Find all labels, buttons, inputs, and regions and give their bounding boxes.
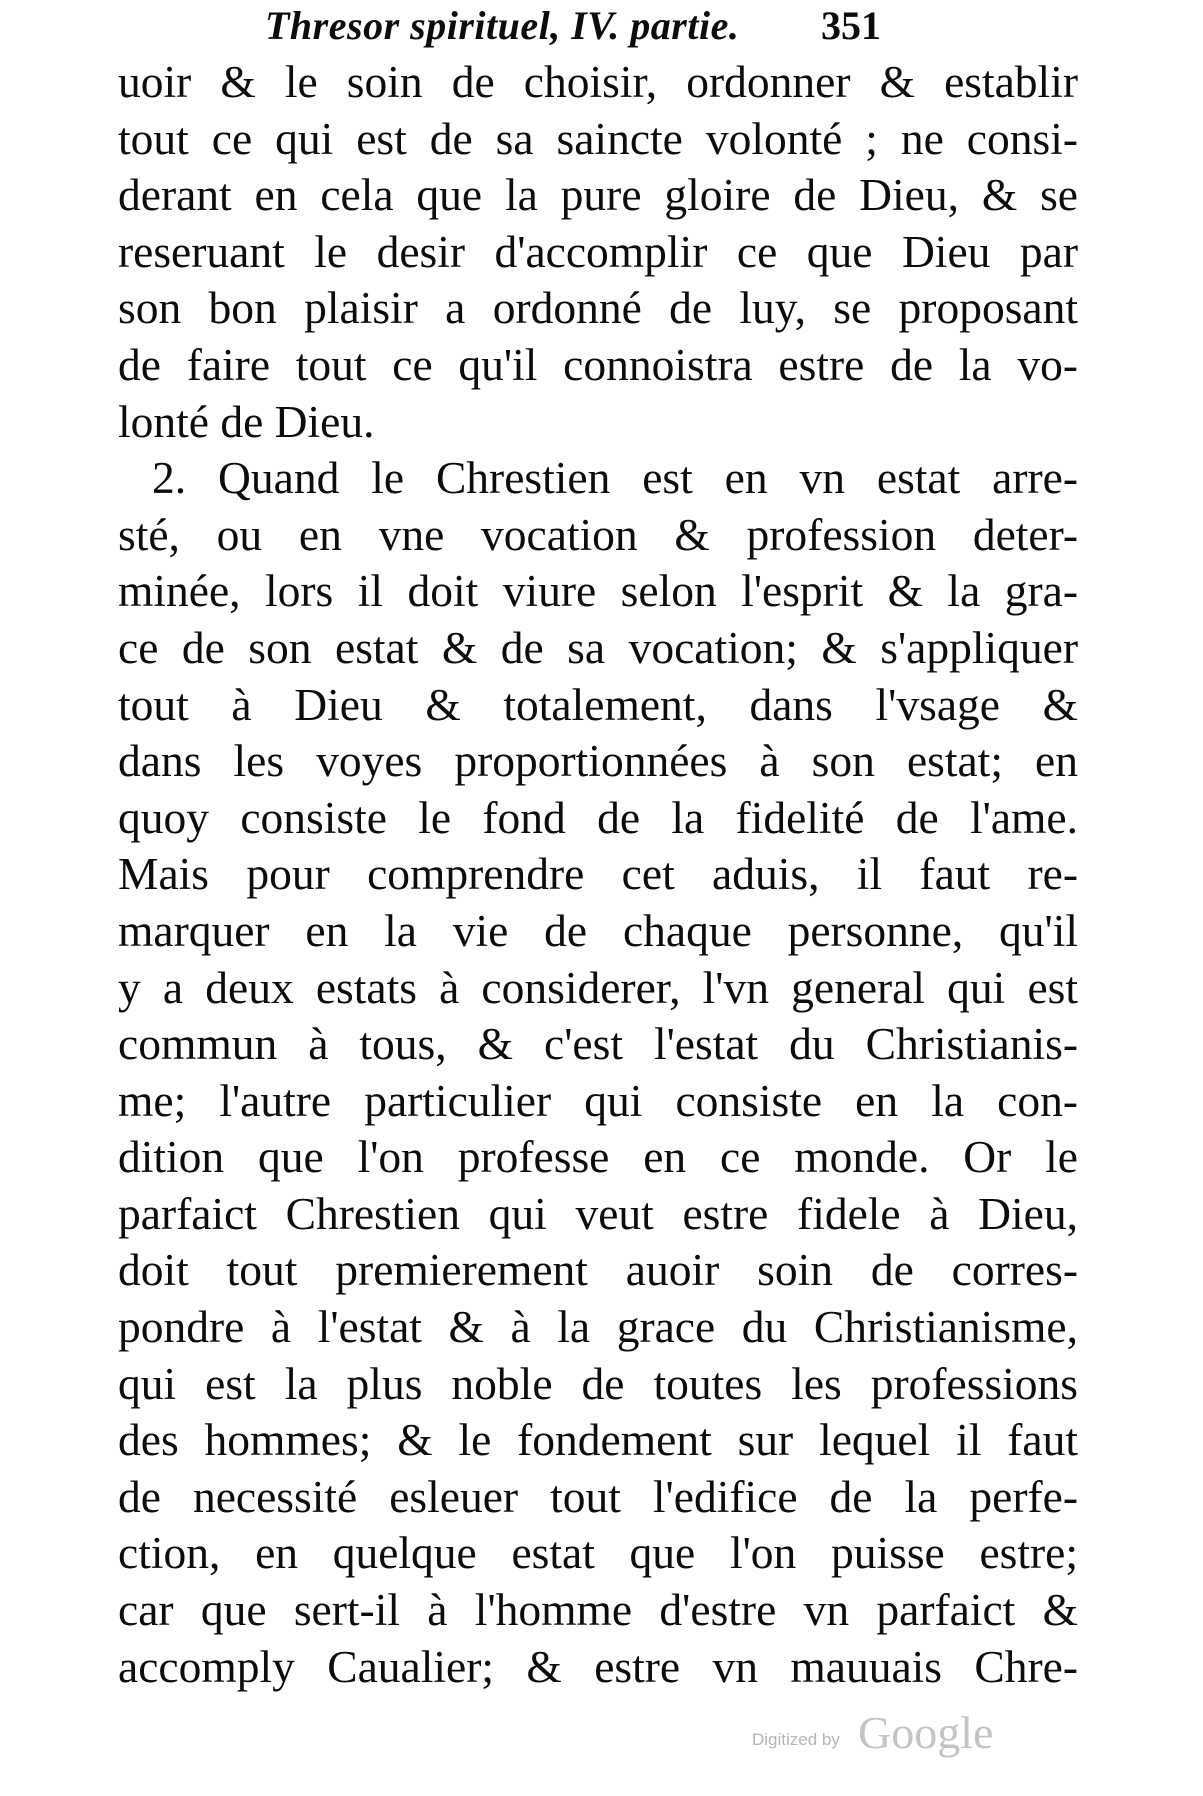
text-line: de faire tout ce qu'il connoistra estre de la vo- [118,338,1078,390]
text-line: lonté de Dieu. [118,395,375,447]
text-line: derant en cela que la pure gloire de Dieu, & se [118,169,1078,221]
text-line: y a deux estats à considerer, l'vn general qui est [118,961,1078,1013]
text-line: dition que l'on professe en ce monde. Or le [118,1131,1078,1183]
running-title: Thresor spirituel, IV. partie. [265,3,740,48]
digitized-by-watermark [752,1706,1012,1762]
text-line: tout à Dieu & totalement, dans l'vsage & [118,678,1078,730]
text-line: minée, lors il doit viure selon l'esprit & la gra- [118,565,1078,617]
text-line: quoy consiste le fond de la fidelité de l'ame. [118,791,1078,843]
text-line: uoir & le soin de choisir, ordonner & establir [118,56,1078,107]
page-number: 351 [821,3,881,48]
text-line: reseruant le desir d'accomplir ce que Dieu par [118,225,1078,277]
paragraph-start-line: 2. Quand le Chrestien est en vn estat arre- [152,452,1078,504]
text-line: accomply Caualier; & estre vn mauuais Chre- [118,1640,1078,1692]
text-line: tout ce qui est de sa saincte volonté ; ne consi- [118,112,1078,164]
text-line: de necessité esleuer tout l'edifice de la perfe- [118,1470,1078,1522]
page-header [265,2,1065,54]
text-line: me; l'autre particulier qui consiste en la con- [118,1074,1078,1126]
text-line: pondre à l'estat & à la grace du Christianisme, [118,1301,1078,1353]
body-text [118,54,1078,1695]
text-line: des hommes; & le fondement sur lequel il faut [118,1414,1078,1466]
text-line: parfaict Chrestien qui veut estre fidele à Dieu, [118,1187,1078,1239]
text-line: Mais pour comprendre cet aduis, il faut re- [118,848,1078,900]
text-line: commun à tous, & c'est l'estat du Christianis- [118,1018,1078,1070]
text-line: car que sert-il à l'homme d'estre vn parfaict & [118,1584,1078,1636]
text-line: sté, ou en vne vocation & profession deter- [118,508,1078,560]
text-line: ction, en quelque estat que l'on puisse estre; [118,1527,1078,1579]
text-line: marquer en la vie de chaque personne, qu'il [118,904,1078,956]
text-line: doit tout premierement auoir soin de corres- [118,1244,1078,1296]
text-line: ce de son estat & de sa vocation; & s'appliquer [118,621,1078,673]
text-line: son bon plaisir a ordonné de luy, se proposant [118,282,1078,334]
text-line: dans les voyes proportionnées à son estat; en [118,735,1078,787]
watermark-prefix: Digitized by [752,1730,840,1749]
text-line: qui est la plus noble de toutes les professions [118,1357,1078,1409]
google-logo: Google [858,1707,994,1758]
